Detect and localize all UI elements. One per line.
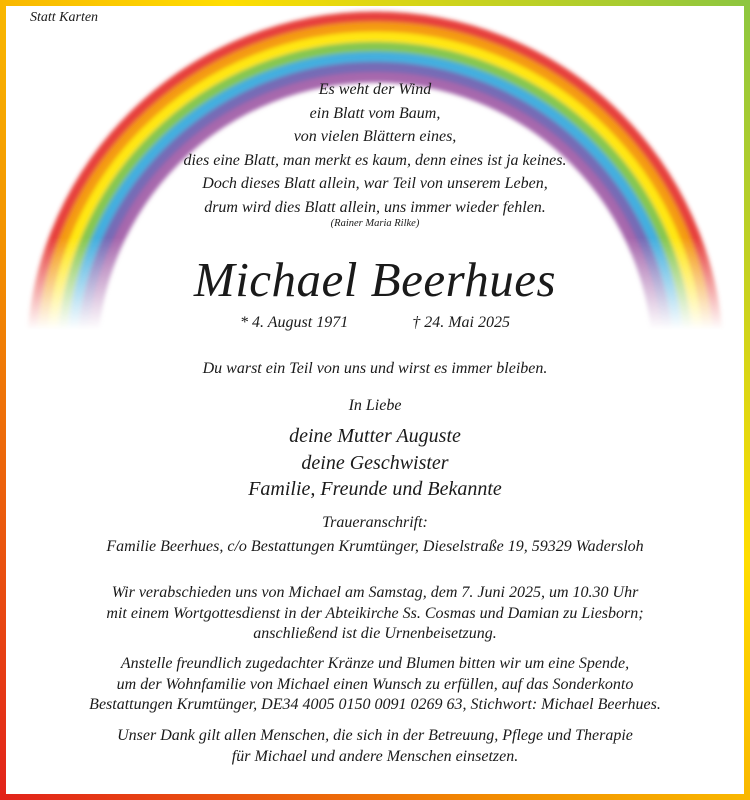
birth-date: * 4. August 1971 (240, 314, 349, 331)
paragraph-line: für Michael und andere Menschen einsetzen. (231, 747, 519, 765)
paragraph-line: um der Wohnfamilie von Michael einen Wunsch zu erfüllen, auf das Sonderkonto (116, 675, 634, 693)
poem-line: von vielen Blättern eines, (293, 128, 457, 145)
poem (20, 78, 730, 219)
paragraph-line: Anstelle freundlich zugedachter Kränze und Blumen bitten wir um eine Spende, (120, 655, 630, 672)
poem-author: (Rainer Maria Rilke) (330, 218, 420, 229)
paragraph-line: Unser Dank gilt allen Menschen, die sich in der Betreuung, Pflege und Therapie (117, 727, 633, 744)
paragraph-line: anschließend ist die Urnenbeisetzung. (253, 625, 497, 642)
mourning-address: Familie Beerhues, c/o Bestattungen Krumtünger, Dieselstraße 19, 59329 Wadersloh (106, 538, 644, 555)
poem-line: drum wird dies Blatt allein, uns immer wieder fehlen. (204, 198, 546, 216)
mourners-list (20, 423, 730, 503)
mourner-line: deine Geschwister (301, 451, 449, 474)
funeral-service-paragraph (20, 583, 730, 645)
poem-line: dies eine Blatt, man merkt es kaum, denn eines ist ja keines. (183, 151, 567, 169)
paragraph-line: mit einem Wortgottesdienst in der Abteikirche Ss. Cosmas und Damian zu Liesborn; (106, 604, 644, 622)
statt-karten-label: Statt Karten (30, 10, 99, 25)
deceased-name: Michael Beerhues (193, 252, 557, 307)
thanks-paragraph (20, 726, 730, 767)
paragraph-line: Bestattungen Krumtünger, DE34 4005 0150 0091 0269 63, Stichwort: Michael Beerhues. (89, 696, 661, 713)
mourning-address-label: Traueranschrift: (322, 514, 428, 531)
mourners-intro: In Liebe (348, 397, 402, 414)
paragraph-line: Wir verabschieden uns von Michael am Samstag, dem 7. Juni 2025, um 10.30 Uhr (111, 584, 639, 601)
poem-line: Es weht der Wind (318, 81, 432, 98)
memorial-quote: Du warst ein Teil von uns und wirst es immer bleiben. (202, 360, 548, 377)
poem-line: Doch dieses Blatt allein, war Teil von unserem Leben, (202, 175, 548, 192)
mourner-line: deine Mutter Auguste (289, 425, 461, 447)
poem-line: ein Blatt vom Baum, (309, 104, 441, 122)
death-date: † 24. Mai 2025 (412, 314, 510, 331)
life-dates (20, 314, 730, 332)
mourner-line: Familie, Freunde und Bekannte (248, 478, 502, 500)
donation-paragraph (20, 654, 730, 716)
